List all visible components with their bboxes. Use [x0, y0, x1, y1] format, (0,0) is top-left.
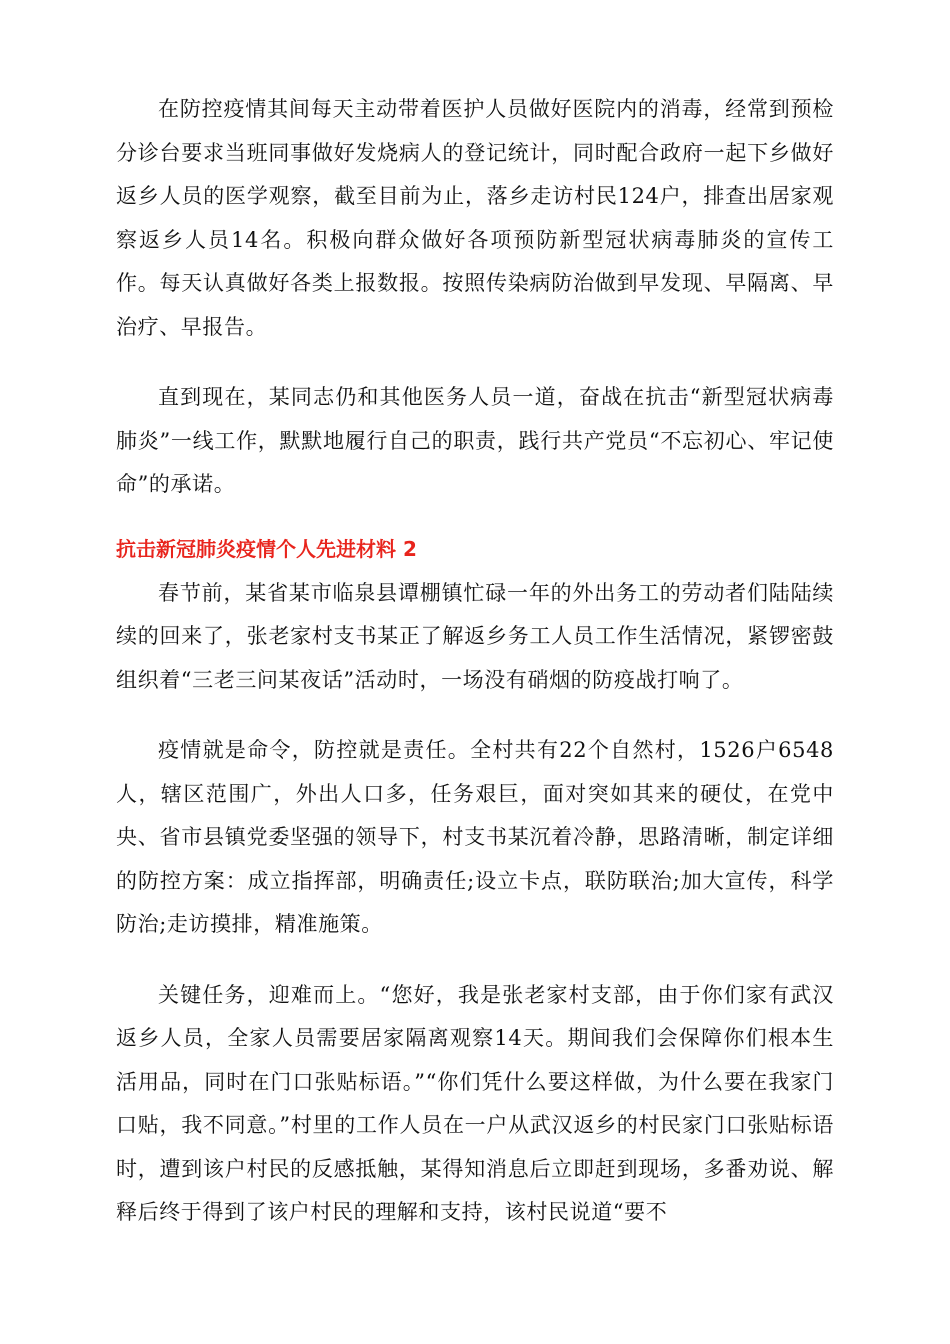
document-page: [116, 88, 834, 1235]
section-heading: 抗击新冠肺炎疫情个人先进材料 2: [116, 536, 417, 561]
paragraph-key-task: 关键任务，迎难而上。“您好，我是张老家村支部，由于你们家有武汉返乡人员，全家人员需要居家隔离观察14天。期间我们会保障你们根本生活用品，同时在门口张贴标语。”“你们凭什么要这样做，为什么要在我家门口贴，我不同意。”村里的工作人员在一户从武汉返乡的村民家门口张贴标语时，遭到该户村民的反感抵触，某得知消息后立即赶到现场，多番劝说、解释后终于得到了该户村民的理解和支持，该村民说道“要不: [116, 982, 834, 1224]
paragraph-spring-festival: 春节前，某省某市临泉县谭棚镇忙碌一年的外出务工的劳动者们陆陆续续的回来了，张老家村支书某正了解返乡务工人员工作生活情况，紧锣密鼓组织着“三老三问某夜话”活动时，一场没有硝烟的防疫战打响了。: [116, 580, 834, 692]
paragraph-village-plan: 疫情就是命令，防控就是责任。全村共有22个自然村，1526户6548人，辖区范围广，外出人口多，任务艰巨，面对突如其来的硬仗，在党中央、省市县镇党委坚强的领导下，村支书某沉着冷静，思路清晰，制定详细的防控方案：成立指挥部，明确责任;设立卡点，联防联治;加大宣传，科学防治;走访摸排，精准施策。: [116, 738, 834, 936]
paragraph-prevention-work: 在防控疫情其间每天主动带着医护人员做好医院内的消毒，经常到预检分诊台要求当班同事做好发烧病人的登记统计，同时配合政府一起下乡做好返乡人员的医学观察，截至目前为止，落乡走访村民124户，排查出居家观察返乡人员14名。积极向群众做好各项预防新型冠状病毒肺炎的宣传工作。每天认真做好各类上报数报。按照传染病防治做到早发现、早隔离、早治疗、早报告。: [116, 97, 834, 339]
paragraph-frontline-duty: 直到现在，某同志仍和其他医务人员一道，奋战在抗击“新型冠状病毒肺炎”一线工作，默默地履行自己的职责，践行共产党员“不忘初心、牢记使命”的承诺。: [116, 385, 834, 496]
